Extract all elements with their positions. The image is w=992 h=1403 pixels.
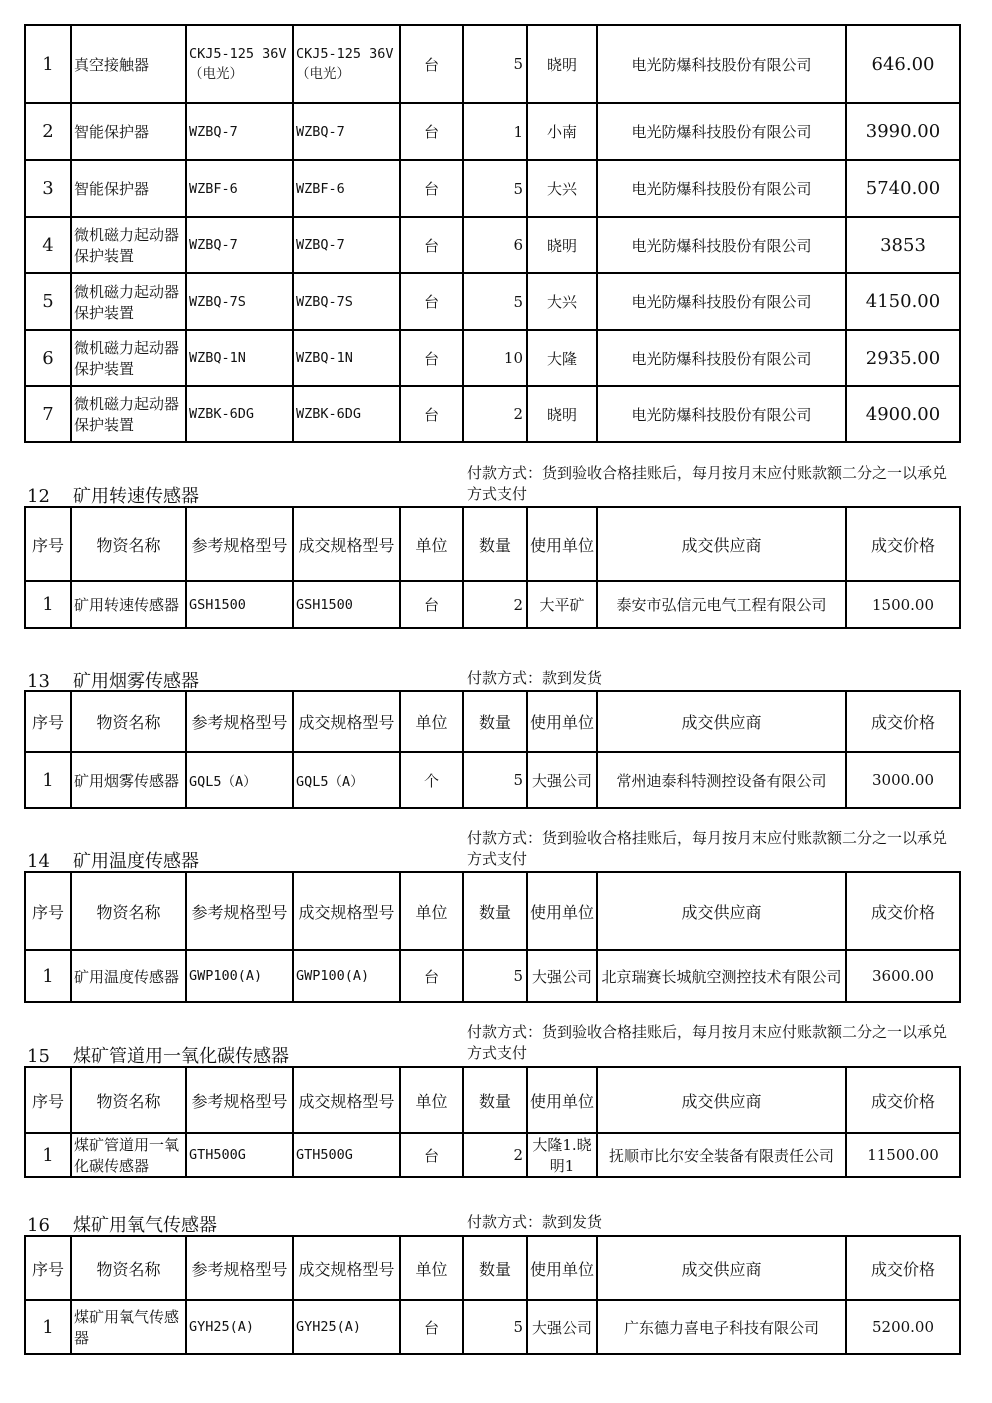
supplier-cell: 电光防爆科技股份有限公司 [597,217,846,273]
supplier-cell: 电光防爆科技股份有限公司 [597,273,846,330]
table-header-row [25,507,960,581]
header-name: 物资名称 [71,1236,186,1300]
section-table [24,690,961,809]
qty-cell: 2 [463,581,527,628]
header-seq: 序号 [25,691,71,752]
price-cell: 5740.00 [846,160,960,217]
header-qty: 数量 [463,872,527,950]
qty-cell: 5 [463,950,527,1002]
section-title [27,847,199,873]
user-cell: 大兴 [527,160,597,217]
payment-terms: 付款方式：货到验收合格挂账后，每月按月末应付账款额二分之一以承兑方式支付 [467,464,948,503]
deal-model-cell: WZBF-6 [293,160,400,217]
deal-model-cell: GTH500G [293,1133,400,1177]
item-name-cell: 矿用烟雾传感器 [71,752,186,808]
section-number: 13 [27,671,50,692]
user-cell: 晓明 [527,386,597,442]
header-qty: 数量 [463,691,527,752]
table-row [25,25,960,103]
supplier-cell: 电光防爆科技股份有限公司 [597,386,846,442]
item-name-cell: 智能保护器 [71,160,186,217]
header-unit: 单位 [400,1236,463,1300]
item-name-cell: 矿用温度传感器 [71,950,186,1002]
payment-terms: 付款方式：货到验收合格挂账后，每月按月末应付账款额二分之一以承兑方式支付 [467,829,948,868]
unit-cell: 台 [400,25,463,103]
table-row [25,1133,960,1177]
unit-cell: 台 [400,217,463,273]
deal-model-cell: GQL5（A） [293,752,400,808]
supplier-cell: 广东德力喜电子科技有限公司 [597,1300,846,1354]
table-header-row [25,1236,960,1300]
section-number: 14 [27,851,50,872]
section-number: 16 [27,1215,50,1236]
section-table [24,1235,961,1355]
section-title [27,1042,289,1068]
ref-model-cell: GSH1500 [186,581,293,628]
header-seq: 序号 [25,1236,71,1300]
supplier-cell: 泰安市弘信元电气工程有限公司 [597,581,846,628]
section-number: 15 [27,1046,50,1067]
table-row [25,103,960,160]
header-user: 使用单位 [527,507,597,581]
header-qty: 数量 [463,1236,527,1300]
payment-terms: 付款方式：货到验收合格挂账后，每月按月末应付账款额二分之一以承兑方式支付 [467,1023,948,1062]
user-cell: 大强公司 [527,950,597,1002]
table-row [25,217,960,273]
section-title [27,482,199,508]
ref-model-cell: GTH500G [186,1133,293,1177]
header-price: 成交价格 [846,872,960,950]
supplier-cell: 电光防爆科技股份有限公司 [597,330,846,386]
table-header-row [25,872,960,950]
table-header-row [25,691,960,752]
unit-cell: 台 [400,581,463,628]
section-table [24,871,961,1003]
header-unit: 单位 [400,872,463,950]
table-row [25,581,960,628]
supplier-cell: 电光防爆科技股份有限公司 [597,103,846,160]
header-supplier: 成交供应商 [597,872,846,950]
deal-model-cell: GSH1500 [293,581,400,628]
section-name: 矿用烟雾传感器 [73,671,199,692]
section-title [27,1211,217,1237]
table-row [25,273,960,330]
supplier-cell: 北京瑞赛长城航空测控技术有限公司 [597,950,846,1002]
header-price: 成交价格 [846,507,960,581]
table-row [25,330,960,386]
item-name-cell: 智能保护器 [71,103,186,160]
header-ref-model: 参考规格型号 [186,872,293,950]
seq-cell: 1 [25,1300,71,1354]
section-number: 12 [27,486,50,507]
qty-cell: 10 [463,330,527,386]
header-supplier: 成交供应商 [597,1067,846,1133]
header-supplier: 成交供应商 [597,1236,846,1300]
deal-model-cell: WZBQ-7S [293,273,400,330]
unit-cell: 台 [400,1300,463,1354]
section-name: 矿用转速传感器 [73,486,199,507]
qty-cell: 2 [463,386,527,442]
header-deal-model: 成交规格型号 [293,1236,400,1300]
item-name-cell: 矿用转速传感器 [71,581,186,628]
header-user: 使用单位 [527,872,597,950]
user-cell: 晓明 [527,25,597,103]
header-price: 成交价格 [846,691,960,752]
header-ref-model: 参考规格型号 [186,1236,293,1300]
price-cell: 4900.00 [846,386,960,442]
ref-model-cell: CKJ5-125 36V（电光） [186,25,293,103]
price-cell: 646.00 [846,25,960,103]
header-ref-model: 参考规格型号 [186,507,293,581]
header-user: 使用单位 [527,1236,597,1300]
qty-cell: 1 [463,103,527,160]
seq-cell: 1 [25,25,71,103]
user-cell: 大平矿 [527,581,597,628]
item-name-cell: 微机磁力起动器保护装置 [71,330,186,386]
header-unit: 单位 [400,691,463,752]
payment-terms: 付款方式：款到发货 [467,669,603,687]
header-qty: 数量 [463,507,527,581]
unit-cell: 台 [400,386,463,442]
header-name: 物资名称 [71,872,186,950]
header-deal-model: 成交规格型号 [293,872,400,950]
section-name: 煤矿管道用一氧化碳传感器 [73,1046,289,1067]
user-cell: 大兴 [527,273,597,330]
price-cell: 3600.00 [846,950,960,1002]
qty-cell: 5 [463,273,527,330]
qty-cell: 6 [463,217,527,273]
supplier-cell: 电光防爆科技股份有限公司 [597,160,846,217]
header-qty: 数量 [463,1067,527,1133]
user-cell: 晓明 [527,217,597,273]
user-cell: 大强公司 [527,1300,597,1354]
price-cell: 3990.00 [846,103,960,160]
deal-model-cell: WZBK-6DG [293,386,400,442]
qty-cell: 5 [463,160,527,217]
item-name-cell: 微机磁力起动器保护装置 [71,273,186,330]
item-name-cell: 煤矿管道用一氧化碳传感器 [71,1133,186,1177]
deal-model-cell: WZBQ-1N [293,330,400,386]
ref-model-cell: WZBQ-7 [186,103,293,160]
seq-cell: 7 [25,386,71,442]
header-name: 物资名称 [71,1067,186,1133]
unit-cell: 台 [400,950,463,1002]
ref-model-cell: WZBF-6 [186,160,293,217]
header-deal-model: 成交规格型号 [293,507,400,581]
unit-cell: 台 [400,103,463,160]
table-header-row [25,1067,960,1133]
user-cell: 小南 [527,103,597,160]
unit-cell: 台 [400,330,463,386]
ref-model-cell: GQL5（A） [186,752,293,808]
seq-cell: 2 [25,103,71,160]
price-cell: 2935.00 [846,330,960,386]
header-unit: 单位 [400,1067,463,1133]
header-deal-model: 成交规格型号 [293,1067,400,1133]
top-items-table [24,24,961,443]
item-name-cell: 煤矿用氧气传感器 [71,1300,186,1354]
user-cell: 大隆 [527,330,597,386]
seq-cell: 1 [25,581,71,628]
header-deal-model: 成交规格型号 [293,691,400,752]
deal-model-cell: GWP100(A) [293,950,400,1002]
supplier-cell: 抚顺市比尔安全装备有限责任公司 [597,1133,846,1177]
table-row [25,1300,960,1354]
item-name-cell: 真空接触器 [71,25,186,103]
price-cell: 1500.00 [846,581,960,628]
seq-cell: 1 [25,950,71,1002]
header-price: 成交价格 [846,1067,960,1133]
table-row [25,950,960,1002]
table-row [25,386,960,442]
item-name-cell: 微机磁力起动器保护装置 [71,386,186,442]
header-supplier: 成交供应商 [597,507,846,581]
seq-cell: 1 [25,1133,71,1177]
deal-model-cell: WZBQ-7 [293,217,400,273]
item-name-cell: 微机磁力起动器保护装置 [71,217,186,273]
deal-model-cell: WZBQ-7 [293,103,400,160]
seq-cell: 3 [25,160,71,217]
section-name: 煤矿用氧气传感器 [73,1215,217,1236]
header-seq: 序号 [25,872,71,950]
seq-cell: 6 [25,330,71,386]
header-name: 物资名称 [71,507,186,581]
user-cell: 大强公司 [527,752,597,808]
payment-terms: 付款方式：款到发货 [467,1213,603,1231]
seq-cell: 5 [25,273,71,330]
table-row [25,160,960,217]
deal-model-cell: CKJ5-125 36V（电光） [293,25,400,103]
price-cell: 4150.00 [846,273,960,330]
seq-cell: 4 [25,217,71,273]
price-cell: 3000.00 [846,752,960,808]
header-ref-model: 参考规格型号 [186,1067,293,1133]
qty-cell: 5 [463,1300,527,1354]
header-supplier: 成交供应商 [597,691,846,752]
header-user: 使用单位 [527,1067,597,1133]
unit-cell: 台 [400,1133,463,1177]
unit-cell: 个 [400,752,463,808]
ref-model-cell: WZBK-6DG [186,386,293,442]
ref-model-cell: WZBQ-7 [186,217,293,273]
price-cell: 5200.00 [846,1300,960,1354]
header-ref-model: 参考规格型号 [186,691,293,752]
unit-cell: 台 [400,160,463,217]
header-name: 物资名称 [71,691,186,752]
user-cell: 大隆1.晓明1 [527,1133,597,1177]
price-cell: 3853 [846,217,960,273]
header-user: 使用单位 [527,691,597,752]
ref-model-cell: GYH25(A) [186,1300,293,1354]
ref-model-cell: WZBQ-1N [186,330,293,386]
unit-cell: 台 [400,273,463,330]
supplier-cell: 电光防爆科技股份有限公司 [597,25,846,103]
section-name: 矿用温度传感器 [73,851,199,872]
section-table [24,1066,961,1178]
table-row [25,752,960,808]
supplier-cell: 常州迪泰科特测控设备有限公司 [597,752,846,808]
header-price: 成交价格 [846,1236,960,1300]
ref-model-cell: WZBQ-7S [186,273,293,330]
section-table [24,506,961,629]
qty-cell: 2 [463,1133,527,1177]
seq-cell: 1 [25,752,71,808]
header-seq: 序号 [25,507,71,581]
ref-model-cell: GWP100(A) [186,950,293,1002]
qty-cell: 5 [463,25,527,103]
price-cell: 11500.00 [846,1133,960,1177]
header-seq: 序号 [25,1067,71,1133]
qty-cell: 5 [463,752,527,808]
deal-model-cell: GYH25(A) [293,1300,400,1354]
header-unit: 单位 [400,507,463,581]
